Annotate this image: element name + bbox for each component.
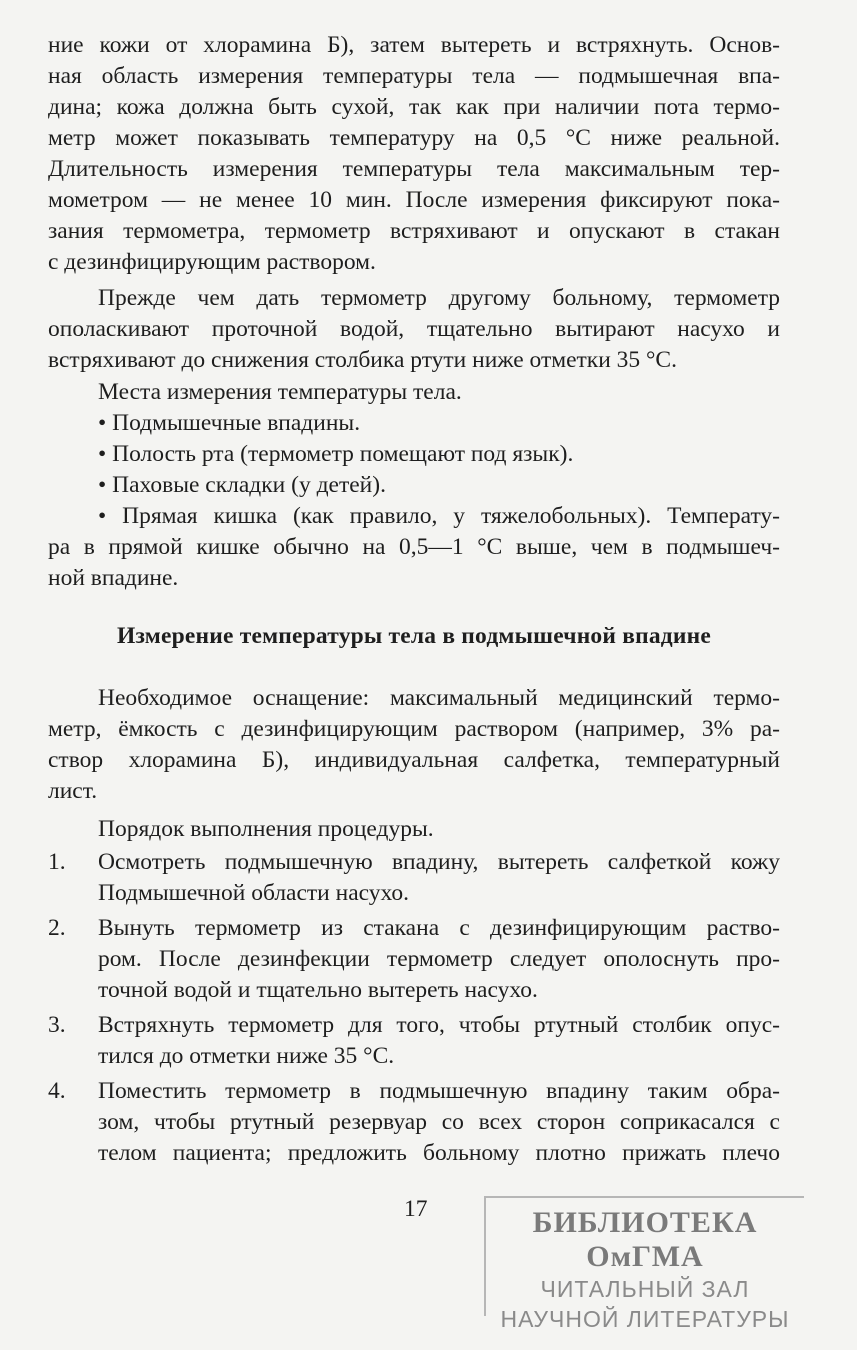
text-line: ние кожи от хлорамина Б), затем вытереть и встряхнуть. Основ-: [48, 32, 780, 58]
measurement-places: [48, 377, 780, 594]
paragraph-before-reuse: [48, 283, 780, 376]
text-line: Прежде чем дать термометр другому больному, термометр: [98, 285, 780, 311]
stamp-scientific-literature: НАУЧНОЙ ЛИТЕРАТУРЫ: [500, 1306, 790, 1332]
step-number: 4.: [48, 1078, 66, 1104]
text-line: створ хлорамина Б), индивидуальная салфетка, температурный: [48, 747, 780, 773]
step-line: точной водой и тщательно вытереть насухо.: [98, 977, 538, 1003]
list-item: • Подмышечные впадины.: [98, 410, 361, 436]
procedure-step: [48, 847, 780, 909]
text-line: мометром — не менее 10 мин. После измерения фиксируют пока-: [48, 187, 780, 213]
step-line: Осмотреть подмышечную впадину, вытереть салфеткой кожу: [98, 849, 780, 875]
step-line: Подмышечной области насухо.: [98, 880, 409, 906]
step-line: телом пациента; предложить больному плотно прижать плечо: [98, 1140, 780, 1166]
text-line: метр может показывать температуру на 0,5 °С ниже реальной.: [48, 125, 780, 151]
list-item: • Паховые складки (у детей).: [98, 472, 386, 498]
procedure-title: Порядок выполнения процедуры.: [98, 816, 434, 842]
procedure-list: [48, 814, 780, 1169]
paragraph-thermometer-disinfection: [48, 30, 780, 278]
step-number: 2.: [48, 915, 66, 941]
procedure-step: [48, 1010, 780, 1072]
stamp-reading-room: ЧИТАЛЬНЫЙ ЗАЛ: [540, 1276, 750, 1302]
text-line: с дезинфицирующим раствором.: [48, 249, 376, 275]
text-line: метр, ёмкость с дезинфицирующим раствором (например, 3% ра-: [48, 716, 780, 742]
text-line: Длительность измерения температуры тела максимальным тер-: [48, 156, 780, 182]
procedure-step: [48, 1076, 780, 1169]
text-line: ра в прямой кишке обычно на 0,5—1 °С выше, чем в подмышеч-: [48, 534, 780, 560]
library-stamp: [484, 1196, 804, 1332]
step-line: тился до отметки ниже 35 °С.: [98, 1043, 395, 1069]
text-line: ополаскивают проточной водой, тщательно вытирают насухо и: [48, 316, 780, 342]
page-number: 17: [404, 1196, 428, 1222]
text-line: дина; кожа должна быть сухой, так как при наличии пота термо-: [48, 94, 780, 120]
text-line: встряхивают до снижения столбика ртути ниже отметки 35 °С.: [48, 347, 677, 373]
section-heading: Измерение температуры тела в подмышечной впадине: [117, 623, 711, 649]
text-line: ной впадине.: [48, 565, 179, 591]
list-item: • Прямая кишка (как правило, у тяжелобольных). Температу-: [98, 503, 780, 529]
step-line: Поместить термометр в подмышечную впадину таким обра-: [98, 1078, 780, 1104]
text-line: зания термометра, термометр встряхивают и опускают в стакан: [48, 218, 780, 244]
step-line: зом, чтобы ртутный резервуар со всех сторон соприкасался с: [98, 1109, 780, 1135]
step-line: ром. После дезинфекции термометр следует ополоснуть про-: [98, 946, 780, 972]
list-item: • Полость рта (термометр помещают под язык).: [98, 441, 574, 467]
step-line: Вынуть термометр из стакана с дезинфицирующим раство-: [98, 915, 780, 941]
text-line: Необходимое оснащение: максимальный медицинский термо-: [98, 685, 780, 711]
step-number: 3.: [48, 1012, 66, 1038]
text-line: лист.: [48, 778, 98, 804]
stamp-library-name: БИБЛИОТЕКА ОмГМА: [532, 1206, 758, 1273]
step-number: 1.: [48, 849, 66, 875]
step-line: Встряхнуть термометр для того, чтобы ртутный столбик опус-: [98, 1012, 780, 1038]
text-line: ная область измерения температуры тела — подмышечная впа-: [48, 63, 780, 89]
places-title: Места измерения температуры тела.: [98, 379, 462, 405]
paragraph-equipment: [48, 683, 780, 807]
procedure-step: [48, 913, 780, 1006]
